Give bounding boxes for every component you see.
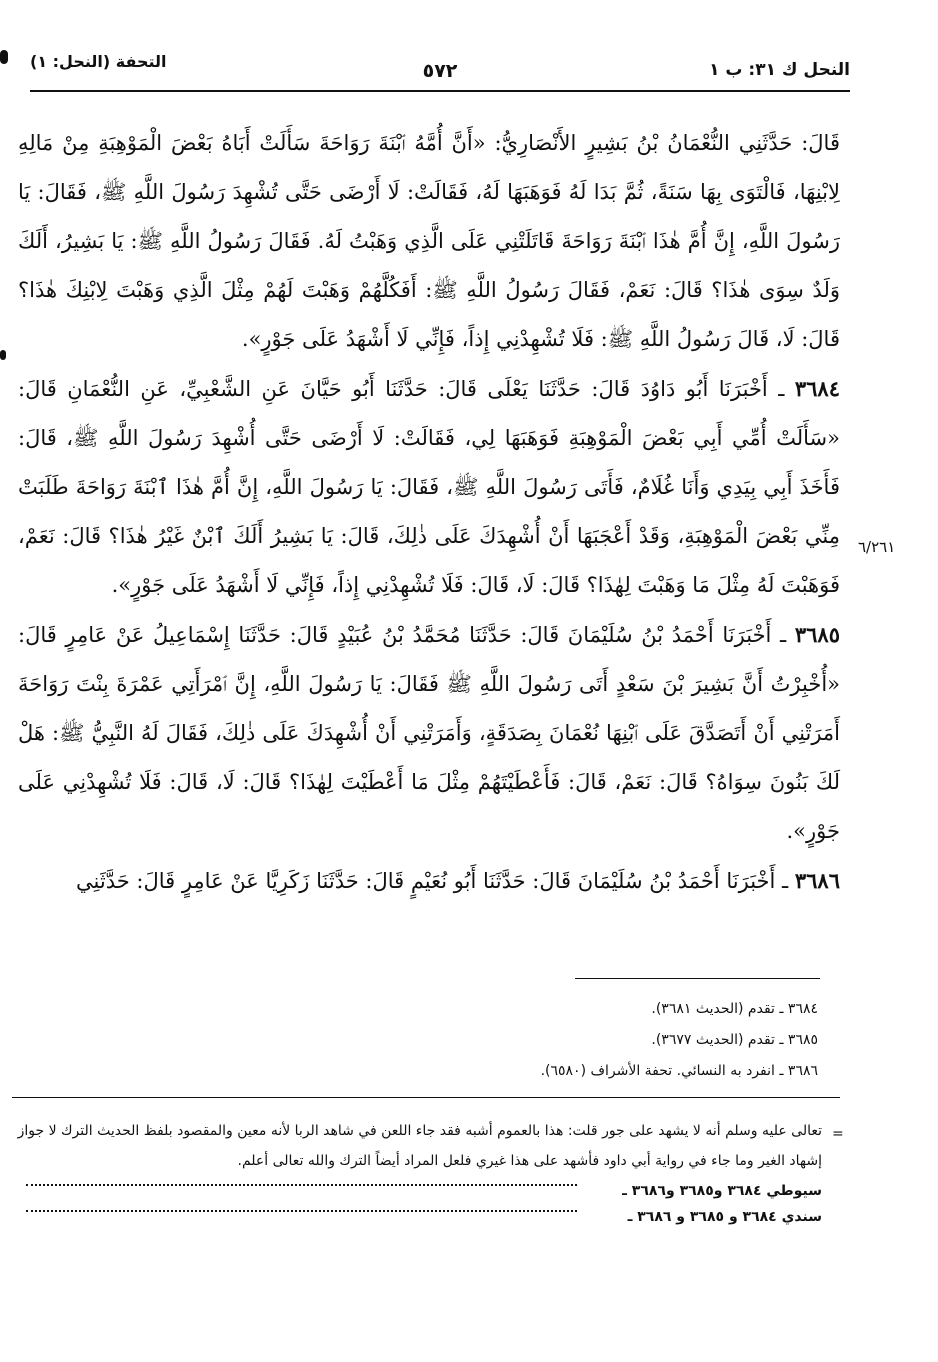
- hadith-number: ٣٦٨٤: [794, 376, 840, 401]
- reference-line: ٣٦٨٤ ـ تقدم (الحديث ٣٦٨١).: [651, 1001, 818, 1017]
- margin-note: ٦/٢٦١: [858, 538, 896, 556]
- hadith-text: قَالَ: حَدَّثَنِي النُّعْمَانُ بْنُ بَشِيرٍ الأَنْصَارِيُّ: «أَنَّ أُمَّهُ ٱبْنَةَ رَوَاحَةَ سَأَلَتْ أَبَاهُ بَعْضَ الْمَوْهِبَةِ مِنْ مَالِهِ لِابْنِهَا، فَالْتَوَى بِهَا سَنَةً، ثُمَّ بَدَا لَهُ فَوَهَبَهَا لَهُ، فَقَالَتْ: لَا أَرْضَى حَتَّى تُشْهِدَ رَسُولَ اللَّهِ ﷺ، فَقَالَ: يَا رَسُولَ اللَّهِ، إِنَّ أُمَّ هٰذَا ٱبْنَةَ رَوَاحَةَ قَاتَلَتْنِي عَلَى الَّذِي وَهَبْتُ لَهُ. فَقَالَ رَسُولُ اللَّهِ ﷺ: يَا بَشِيرُ، أَلَكَ وَلَدٌ سِوَى هٰذَا؟ قَالَ: نَعَمْ، فَقَالَ رَسُولُ اللَّهِ ﷺ: أَفَكُلَّهُمْ وَهَبْتَ لَهُمْ مِثْلَ الَّذِي وَهَبْتَ لِابْنِكَ هٰذَا؟ قَالَ: لَا، قَالَ رَسُولُ اللَّهِ ﷺ: فَلَا تُشْهِدْنِي إِذاً، فَإِنِّي لَا أَشْهَدُ عَلَى جَوْرٍ».: [18, 131, 840, 351]
- continuation-marker: =: [832, 1126, 844, 1142]
- dotted-leader: [26, 1210, 577, 1212]
- header-chapter-ref: النحل ك ٣١: ب ١: [709, 60, 850, 80]
- reference-line: ٣٦٨٥ ـ تقدم (الحديث ٣٦٧٧).: [651, 1032, 818, 1048]
- hadith-paragraph: [18, 610, 840, 856]
- dotted-leader: [26, 1184, 577, 1186]
- header-rule: [30, 90, 850, 92]
- hadith-number: ٣٦٨٥: [794, 622, 840, 647]
- commentary-text: تعالى عليه وسلم أنه لا يشهد على جور قلت: هذا بالعموم أشبه فقد جاء اللعن في شاهد الربا لأنه معين والمقصود بلفظ الحديث الترك لا جواز إشهاد الغير وما جاء في رواية أبي داود فأشهد على هذا غيري فلعل المراد أيضاً الترك والله تعالى أعلم.: [17, 1123, 822, 1169]
- main-text: [18, 118, 840, 906]
- signature-sindi: سندي ٣٦٨٤ و ٣٦٨٥ و ٣٦٨٦ ـ: [627, 1209, 822, 1225]
- commentary-rule: [12, 1097, 840, 1098]
- hadith-paragraph: [18, 364, 840, 610]
- page-header: [30, 40, 850, 90]
- footnote-rule: [575, 978, 820, 979]
- signature-suyuti: سيوطي ٣٦٨٤ و٣٦٨٥ و٣٦٨٦ ـ: [622, 1183, 822, 1199]
- hadith-text: ـ أَخْبَرَنَا أَحْمَدُ بْنُ سُلَيْمَانَ قَالَ: حَدَّثَنَا مُحَمَّدُ بْنُ عُبَيْدٍ قَالَ: حَدَّثَنَا إِسْمَاعِيلُ عَنْ عَامِرٍ قَالَ: «أُخْبِرْتُ أَنَّ بَشِيرَ بْنَ سَعْدٍ أَتَى رَسُولَ اللَّهِ ﷺ فَقَالَ: يَا رَسُولَ اللَّهِ، إِنَّ ٱمْرَأَتِي عَمْرَةَ بِنْتَ رَوَاحَةَ أَمَرَتْنِي أَنْ أَتَصَدَّقَ عَلَى ٱبْنِهَا نُعْمَانَ بِصَدَقَةٍ، وَأَمَرَتْنِي أَنْ أُشْهِدَكَ عَلَى ذٰلِكَ، فَقَالَ لَهُ النَّبِيُّ ﷺ: هَلْ لَكَ بَنُونَ سِوَاهُ؟ قَالَ: نَعَمْ، قَالَ: فَأَعْطَيْتَهُمْ مِثْلَ مَا أَعْطَيْتَ لِهٰذَا؟ قَالَ: لَا، قَالَ: فَلَا تُشْهِدْنِي عَلَى جَوْرٍ».: [18, 623, 840, 843]
- hadith-paragraph: [18, 118, 840, 364]
- reference-line: ٣٦٨٦ ـ انفرد به النسائي. تحفة الأشراف (٦٥٨٠).: [540, 1063, 818, 1079]
- signature-line: [12, 1176, 822, 1202]
- scan-mark: [0, 50, 8, 64]
- hadith-text: ـ أَخْبَرَنَا أَحْمَدُ بْنُ سُلَيْمَانَ قَالَ: حَدَّثَنَا أَبُو نُعَيْمٍ قَالَ: حَدَّثَنَا زَكَرِيَّا عَنْ عَامِرٍ قَالَ: حَدَّثَنِي: [76, 869, 789, 893]
- commentary: [12, 1116, 822, 1228]
- hadith-text: ـ أَخْبَرَنَا أَبُو دَاوُدَ قَالَ: حَدَّثَنَا يَعْلَى قَالَ: حَدَّثَنَا أَبُو حَيَّانَ عَنِ الشَّعْبِيِّ، عَنِ النُّعْمَانِ قَالَ: «سَأَلَتْ أُمِّي أَبِي بَعْضَ الْمَوْهِبَةِ فَوَهَبَهَا لِي، فَقَالَتْ: لَا أَرْضَى حَتَّى أُشْهِدَ رَسُولَ اللَّهِ ﷺ، قَالَ: فَأَخَذَ أَبِي بِيَدِي وَأَنَا غُلَامٌ، فَأَتَى رَسُولَ اللَّهِ ﷺ، فَقَالَ: يَا رَسُولَ اللَّهِ، إِنَّ أُمَّ هٰذَا ٱبْنَةَ رَوَاحَةَ طَلَبَتْ مِنِّي بَعْضَ الْمَوْهِبَةِ، وَقَدْ أَعْجَبَهَا أَنْ أُشْهِدَكَ عَلَى ذٰلِكَ، قَالَ: يَا بَشِيرُ أَلَكَ ٱبْنٌ غَيْرُ هٰذَا؟ قَالَ: نَعَمْ، فَوَهَبْتَ لَهُ مِثْلَ مَا وَهَبْتَ لِهٰذَا؟ قَالَ: لَا، قَالَ: فَلَا تُشْهِدْنِي إِذاً، فَإِنِّي لَا أَشْهَدُ عَلَى جَوْرٍ».: [18, 377, 840, 597]
- hadith-references: [258, 994, 818, 1087]
- page-number: ٥٧٢: [422, 60, 458, 82]
- header-tuhfa-ref: التحفة (النحل: ١): [30, 52, 167, 71]
- hadith-paragraph: [18, 856, 840, 906]
- signature-line: [12, 1202, 822, 1228]
- hadith-number: ٣٦٨٦: [794, 868, 840, 893]
- scan-mark: [0, 350, 6, 360]
